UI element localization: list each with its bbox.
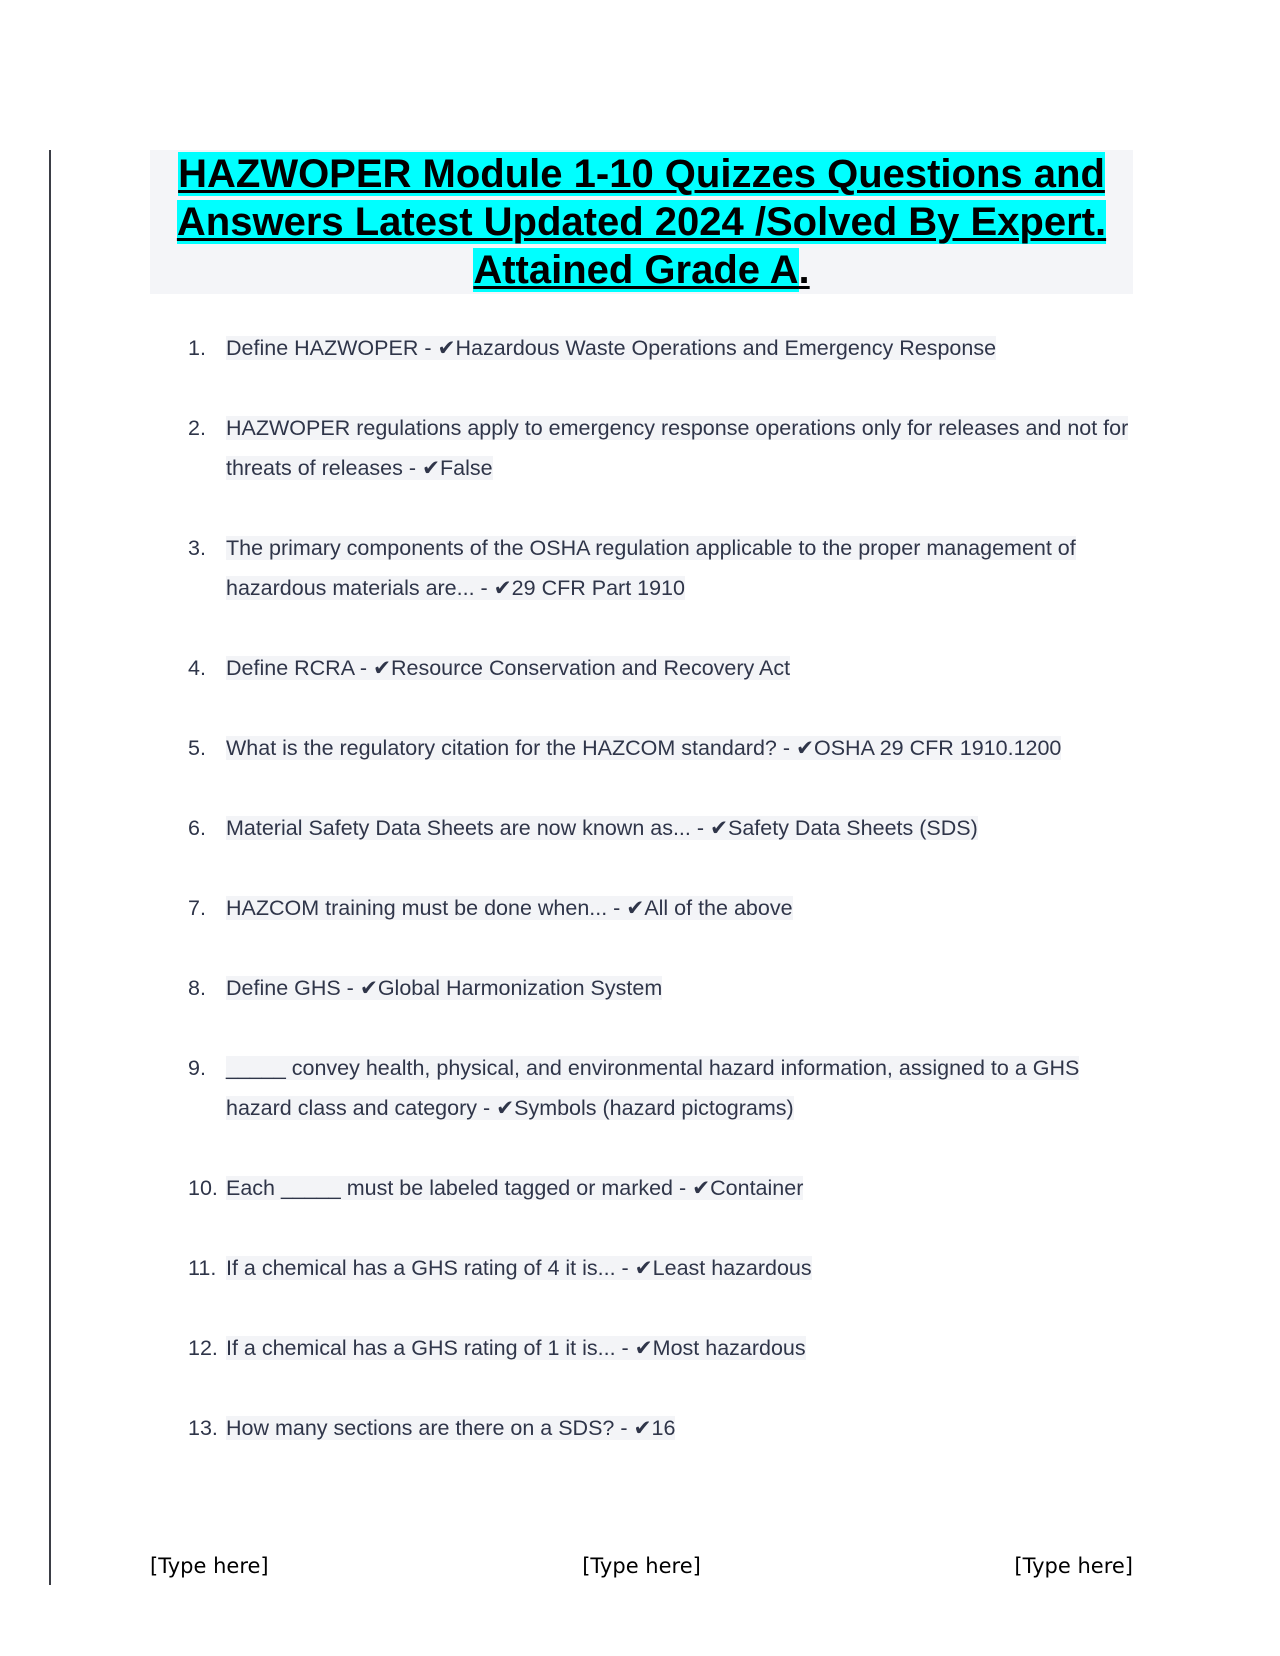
item-number: 8. (188, 976, 206, 1000)
list-item (180, 728, 1130, 768)
list-item (180, 1248, 1130, 1288)
item-text: _____ convey health, physical, and environmental hazard information, assigned to a GHS hazard class and category - ✔Symbols (hazard pictograms) (226, 1056, 1080, 1120)
item-text: Material Safety Data Sheets are now known as... - ✔Safety Data Sheets (SDS) (226, 816, 978, 840)
page-footer (150, 1554, 1133, 1578)
list-item (180, 808, 1130, 848)
item-text: How many sections are there on a SDS? - ✔16 (226, 1416, 676, 1440)
list-item (180, 1328, 1130, 1368)
list-item (180, 408, 1130, 488)
list-item (180, 968, 1130, 1008)
item-number: 4. (188, 656, 206, 680)
title-line-3: Attained Grade A (473, 248, 799, 292)
list-item (180, 528, 1130, 608)
list-item (180, 888, 1130, 928)
item-text: What is the regulatory citation for the HAZCOM standard? - ✔OSHA 29 CFR 1910.1200 (226, 736, 1062, 760)
footer-left: [Type here] (150, 1554, 269, 1578)
item-text: HAZWOPER regulations apply to emergency response operations only for releases and not for threats of releases - ✔False (226, 416, 1129, 480)
list-item (180, 1048, 1130, 1128)
item-number: 9. (188, 1056, 206, 1080)
list-item (180, 648, 1130, 688)
page-margin-line (49, 150, 51, 1585)
item-text: Define RCRA - ✔Resource Conservation and Recovery Act (226, 656, 791, 680)
item-text: HAZCOM training must be done when... - ✔All of the above (226, 896, 793, 920)
item-number: 12. (188, 1336, 218, 1360)
item-number: 6. (188, 816, 206, 840)
item-number: 3. (188, 536, 206, 560)
qa-list (180, 328, 1130, 1448)
document-title (150, 150, 1133, 294)
item-text: If a chemical has a GHS rating of 1 it is... - ✔Most hazardous (226, 1336, 806, 1360)
list-item (180, 1408, 1130, 1448)
item-text: Each _____ must be labeled tagged or marked - ✔Container (226, 1176, 804, 1200)
item-number: 11. (188, 1256, 217, 1280)
title-line-1: HAZWOPER Module 1-10 Quizzes Questions and (178, 152, 1105, 196)
item-number: 5. (188, 736, 206, 760)
footer-right: [Type here] (1014, 1554, 1133, 1578)
item-number: 13. (188, 1416, 218, 1440)
item-text: Define HAZWOPER - ✔Hazardous Waste Operations and Emergency Response (226, 336, 997, 360)
list-item (180, 328, 1130, 368)
item-number: 10. (188, 1176, 218, 1200)
item-number: 2. (188, 416, 206, 440)
item-number: 1. (188, 336, 206, 360)
footer-center: [Type here] (582, 1554, 701, 1578)
title-period: . (798, 248, 810, 292)
item-text: If a chemical has a GHS rating of 4 it is... - ✔Least hazardous (226, 1256, 812, 1280)
item-number: 7. (188, 896, 206, 920)
item-text: The primary components of the OSHA regulation applicable to the proper management of hazardous materials are... - ✔29 CFR Part 1910 (226, 536, 1076, 600)
list-item (180, 1168, 1130, 1208)
title-line-2: Answers Latest Updated 2024 /Solved By Expert. (176, 200, 1107, 244)
item-text: Define GHS - ✔Global Harmonization System (226, 976, 663, 1000)
